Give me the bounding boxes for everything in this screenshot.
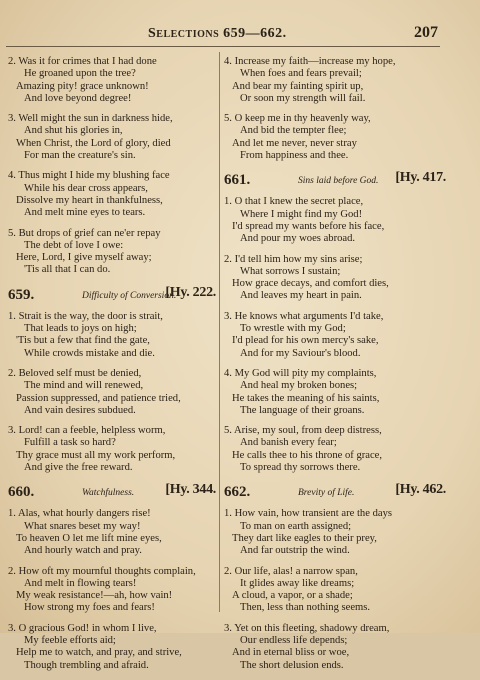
hymn-reference: [Hy. 344. xyxy=(165,482,216,498)
verse-line: 3. Well might the sun in darkness hide, xyxy=(8,113,173,125)
verse-line: And heal my broken bones; xyxy=(240,380,358,392)
hymn-title: Sins laid before God. xyxy=(298,176,379,187)
stanza xyxy=(224,56,446,105)
verse-line: Thy grace must all my work perform, xyxy=(16,449,176,461)
stanza xyxy=(8,425,216,474)
verse-line: 1. Strait is the way, the door is strait, xyxy=(8,310,163,322)
verse-line: And in eternal bliss or woe, xyxy=(232,647,350,659)
verse-line: 3. Yet on this fleeting, shadowy dream, xyxy=(224,622,390,634)
verse-line: 'Tis but a few that find the gate, xyxy=(16,335,150,347)
verse-line: A cloud, a vapor, or a shade; xyxy=(232,590,353,602)
hymn-number: 659. xyxy=(8,286,35,303)
verse-line: He calls thee to his throne of grace, xyxy=(232,449,383,461)
verse-line: To wrestle with my God; xyxy=(240,323,346,335)
verse-line: 1. O that I knew the secret place, xyxy=(224,196,364,208)
stanza xyxy=(8,170,216,219)
stanza xyxy=(8,566,216,615)
verse-line: Or soon my strength will fail. xyxy=(240,92,366,104)
hymn-reference: [Hy. 462. xyxy=(395,482,446,498)
verse-line: How grace decays, and comfort dies, xyxy=(232,278,389,290)
stanza xyxy=(8,311,216,360)
verse-line: And love beyond degree! xyxy=(24,92,132,104)
verse-line: My weak resistance!—ah, how vain! xyxy=(16,590,173,602)
stanza xyxy=(8,228,216,277)
verse-line: 1. Alas, what hourly dangers rise! xyxy=(8,508,151,520)
hymn-number: 662. xyxy=(224,484,251,501)
verse-line: To man on earth assigned; xyxy=(240,520,352,532)
verse-line: 3. O gracious God! in whom I live, xyxy=(8,622,157,634)
verse-line: And hourly watch and pray. xyxy=(24,545,142,557)
verse-line: My feeble efforts aid; xyxy=(24,634,116,646)
verse-line: That leads to joys on high; xyxy=(24,323,137,335)
verse-line: The mind and will renewed, xyxy=(24,380,144,392)
verse-line: Here, Lord, I give myself away; xyxy=(16,252,152,264)
hymn-reference: [Hy. 222. xyxy=(165,284,216,300)
verse-line: 3. He knows what arguments I'd take, xyxy=(224,310,384,322)
verse-line: 'Tis all that I can do. xyxy=(24,264,111,276)
stanza xyxy=(8,508,216,557)
stanza xyxy=(224,368,446,417)
verse-line: While his dear cross appears, xyxy=(24,182,148,194)
verse-line: He takes the meaning of his saints, xyxy=(232,392,380,404)
verse-line: He groaned upon the tree? xyxy=(24,68,136,80)
verse-line: 4. Increase my faith—increase my hope, xyxy=(224,56,396,67)
verse-line: And pour my woes abroad. xyxy=(240,233,356,245)
verse-line: Though trembling and afraid. xyxy=(24,659,149,671)
page-header xyxy=(0,26,480,44)
page-number: 207 xyxy=(414,24,438,41)
verse-line: To spread thy sorrows there. xyxy=(240,462,361,474)
verse-line: It glides away like dreams; xyxy=(240,577,355,589)
verse-line: Our endless life depends; xyxy=(240,634,348,646)
left-column xyxy=(8,56,216,680)
running-title: Selections 659—662. xyxy=(148,26,287,41)
stanza xyxy=(224,311,446,360)
verse-line: Fulfill a task so hard? xyxy=(24,437,116,449)
verse-line: 5. But drops of grief can ne'er repay xyxy=(8,227,161,239)
verse-line: The short delusion ends. xyxy=(240,659,344,671)
verse-line: And bid the tempter flee; xyxy=(240,125,347,137)
stanza xyxy=(8,368,216,417)
verse-line: And far outstrip the wind. xyxy=(240,545,350,557)
stanza xyxy=(224,425,446,474)
hymn-title: Difficulty of Conversion. xyxy=(82,290,177,301)
verse-line: For man the creature's sin. xyxy=(24,150,136,162)
verse-line: 5. O keep me in thy heavenly way, xyxy=(224,113,371,125)
hymn-number: 660. xyxy=(8,484,35,501)
verse-line: I'd plead for his own mercy's sake, xyxy=(232,335,379,347)
verse-line: The language of their groans. xyxy=(240,404,365,416)
verse-line: When Christ, the Lord of glory, died xyxy=(16,137,171,149)
verse-line: 2. Was it for crimes that I had done xyxy=(8,56,157,67)
header-rule xyxy=(6,46,440,47)
verse-line: 2. Beloved self must be denied, xyxy=(8,367,142,379)
verse-line: And bear my fainting spirit up, xyxy=(232,80,364,92)
hymn-title: Watchfulness. xyxy=(82,488,135,499)
verse-line: What snares beset my way! xyxy=(24,520,141,532)
verse-line: To heaven O let me lift mine eyes, xyxy=(16,532,162,544)
verse-line: And melt mine eyes to tears. xyxy=(24,207,146,219)
verse-line: Help me to watch, and pray, and strive, xyxy=(16,647,182,659)
verse-line: And vain desires subdued. xyxy=(24,404,136,416)
verse-line: From happiness and thee. xyxy=(240,150,349,162)
verse-line: The debt of love I owe: xyxy=(24,239,124,251)
verse-line: 4. Thus might I hide my blushing face xyxy=(8,170,170,182)
verse-line: Dissolve my heart in thankfulness, xyxy=(16,194,163,206)
verse-line: And give the free reward. xyxy=(24,462,133,474)
verse-line: While crowds mistake and die. xyxy=(24,347,155,359)
verse-line: Amazing pity! grace unknown! xyxy=(16,80,149,92)
verse-line: And melt in flowing tears! xyxy=(24,577,137,589)
hymn-title: Brevity of Life. xyxy=(298,488,355,499)
hymn-reference: [Hy. 417. xyxy=(395,170,446,186)
stanza xyxy=(8,56,216,105)
verse-line: 2. How oft my mournful thoughts complain, xyxy=(8,565,196,577)
stanza xyxy=(224,196,446,245)
verse-line: 2. Our life, alas! a narrow span, xyxy=(224,565,358,577)
hymn-heading-659 xyxy=(8,285,216,305)
verse-line: And leaves my heart in pain. xyxy=(240,290,362,302)
column-divider xyxy=(219,52,220,612)
verse-line: And for my Saviour's blood. xyxy=(240,347,361,359)
hymn-heading-660 xyxy=(8,482,216,502)
hymn-number: 661. xyxy=(224,172,251,189)
hymn-heading-662 xyxy=(224,482,446,502)
verse-line: Passion suppressed, and patience tried, xyxy=(16,392,181,404)
verse-line: 2. I'd tell him how my sins arise; xyxy=(224,253,363,265)
right-column xyxy=(224,56,446,680)
verse-line: 4. My God will pity my complaints, xyxy=(224,367,377,379)
verse-line: They dart like eagles to their prey, xyxy=(232,532,377,544)
verse-line: Where I might find my God! xyxy=(240,208,363,220)
stanza xyxy=(224,623,446,672)
verse-line: And banish every fear; xyxy=(240,437,337,449)
verse-line: 5. Arise, my soul, from deep distress, xyxy=(224,425,382,437)
stanza xyxy=(224,566,446,615)
stanza xyxy=(224,508,446,557)
verse-line: And shut his glories in, xyxy=(24,125,123,137)
hymn-heading-661 xyxy=(224,170,446,190)
stanza xyxy=(8,623,216,672)
verse-line: I'd spread my wants before his face, xyxy=(232,220,385,232)
verse-line: When foes and fears prevail; xyxy=(240,68,362,80)
verse-line: What sorrows I sustain; xyxy=(240,265,341,277)
stanza xyxy=(224,254,446,303)
verse-line: 1. How vain, how transient are the days xyxy=(224,508,392,520)
verse-line: And let me never, never stray xyxy=(232,137,357,149)
verse-line: Then, less than nothing seems. xyxy=(240,602,371,614)
stanza xyxy=(224,113,446,162)
verse-line: How strong my foes and fears! xyxy=(24,602,155,614)
stanza xyxy=(8,113,216,162)
verse-line: 3. Lord! can a feeble, helpless worm, xyxy=(8,425,166,437)
